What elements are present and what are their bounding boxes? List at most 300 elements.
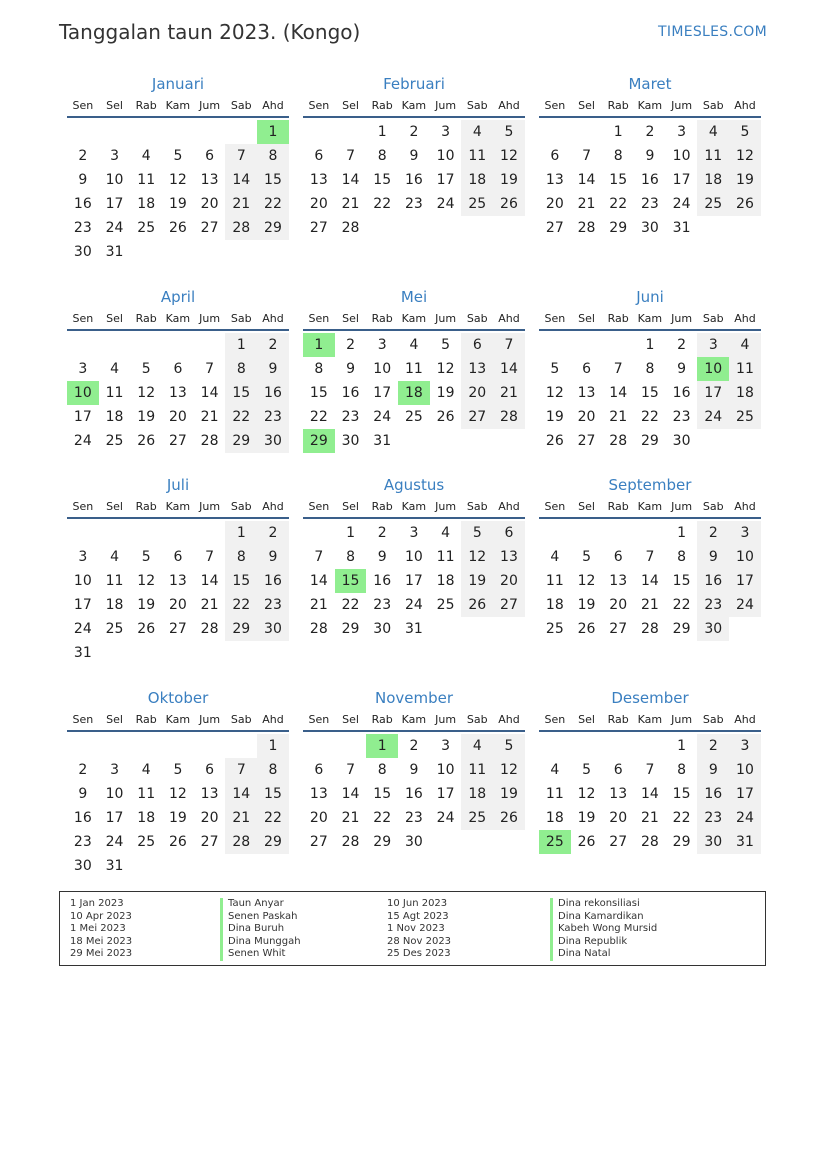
empty-cell <box>162 734 194 758</box>
weekday-label: Ahd <box>734 312 756 325</box>
day-cell: 19 <box>729 168 761 192</box>
legend-date: 10 Apr 2023 <box>70 910 132 922</box>
day-cell: 5 <box>441 337 451 353</box>
day-cell: 7 <box>346 148 355 164</box>
day-cell: 24 <box>729 806 761 830</box>
day-cell: 30 <box>257 429 289 453</box>
day-cell: 29 <box>373 834 392 850</box>
weekday-label: Sel <box>106 99 123 112</box>
weekday-label: Sen <box>308 99 330 112</box>
weekday-label: Ahd <box>734 500 756 513</box>
weekday-label: Kam <box>637 312 663 325</box>
weekday-label: Sab <box>702 713 724 726</box>
day-grid <box>67 333 289 453</box>
day-cell: 26 <box>137 433 156 449</box>
month-name: Desember <box>611 689 689 707</box>
legend-holiday-name: Dina rekonsiliasi <box>558 898 640 909</box>
holiday-day-cell: 10 <box>697 357 729 381</box>
day-grid <box>539 333 761 453</box>
legend-holiday-name: Dina Buruh <box>228 923 285 934</box>
day-cell: 22 <box>309 409 328 425</box>
empty-cell <box>130 120 162 144</box>
day-cell: 10 <box>729 758 761 782</box>
day-cell: 22 <box>609 196 628 212</box>
day-cell: 27 <box>577 433 596 449</box>
day-grid <box>303 521 525 641</box>
weekday-label: Sen <box>544 312 566 325</box>
weekday-label: Kam <box>401 713 427 726</box>
weekday-label: Rab <box>607 713 629 726</box>
day-cell: 4 <box>550 549 560 565</box>
weekday-header <box>67 497 289 519</box>
day-cell: 31 <box>729 830 761 854</box>
weekday-label: Ahd <box>734 99 756 112</box>
day-cell: 26 <box>461 593 493 617</box>
day-cell: 28 <box>577 220 596 236</box>
day-grid <box>67 734 289 878</box>
day-cell: 2 <box>78 762 88 778</box>
day-cell: 11 <box>461 144 493 168</box>
day-cell: 23 <box>373 597 392 613</box>
day-cell: 25 <box>461 806 493 830</box>
day-cell: 16 <box>697 569 729 593</box>
day-cell: 20 <box>493 569 525 593</box>
page-title: Tanggalan taun 2023. (Kongo) <box>59 20 361 44</box>
weekday-label: Sab <box>702 312 724 325</box>
holiday-day-cell: 10 <box>67 381 99 405</box>
empty-cell <box>162 521 194 545</box>
weekday-label: Sel <box>342 99 359 112</box>
day-cell: 30 <box>341 433 360 449</box>
weekday-label: Sab <box>230 713 252 726</box>
weekday-label: Jum <box>671 713 693 726</box>
weekday-label: Sel <box>342 713 359 726</box>
day-cell: 6 <box>613 549 623 565</box>
day-grid <box>539 120 761 240</box>
legend-date: 29 Mei 2023 <box>70 948 133 959</box>
month-name: November <box>374 689 454 707</box>
day-grid <box>303 333 525 453</box>
weekday-label: Kam <box>637 713 663 726</box>
empty-cell <box>303 120 335 144</box>
month-mei <box>303 285 525 453</box>
month-name: Oktober <box>147 689 209 707</box>
day-cell: 22 <box>225 405 257 429</box>
day-cell: 9 <box>78 786 88 802</box>
day-cell: 14 <box>309 573 328 589</box>
day-cell: 27 <box>309 834 328 850</box>
weekday-label: Sab <box>702 99 724 112</box>
day-cell: 30 <box>373 621 392 637</box>
empty-cell <box>99 521 131 545</box>
day-cell: 7 <box>346 762 355 778</box>
day-cell: 4 <box>141 148 151 164</box>
day-cell: 28 <box>225 216 257 240</box>
weekday-label: Jum <box>671 99 693 112</box>
day-cell: 12 <box>137 573 156 589</box>
day-cell: 26 <box>577 621 596 637</box>
weekday-label: Kam <box>165 312 191 325</box>
day-cell: 27 <box>200 834 219 850</box>
weekday-label: Sel <box>342 500 359 513</box>
day-cell: 30 <box>73 244 92 260</box>
day-cell: 9 <box>346 361 355 377</box>
day-cell: 22 <box>373 196 392 212</box>
day-cell: 1 <box>677 738 687 754</box>
day-cell: 18 <box>105 409 124 425</box>
site-link[interactable]: TIMESLES.COM <box>658 24 767 40</box>
day-cell: 28 <box>309 621 328 637</box>
day-cell: 9 <box>645 148 655 164</box>
day-cell: 3 <box>677 124 687 140</box>
month-april <box>67 285 289 453</box>
day-cell: 8 <box>257 758 289 782</box>
day-cell: 19 <box>577 810 596 826</box>
day-cell: 7 <box>645 549 655 565</box>
day-cell: 22 <box>672 597 691 613</box>
weekday-label: Sen <box>544 99 566 112</box>
day-cell: 26 <box>729 192 761 216</box>
day-cell: 14 <box>493 357 525 381</box>
day-cell: 14 <box>225 782 257 806</box>
day-cell: 20 <box>200 196 219 212</box>
day-cell: 11 <box>137 172 156 188</box>
empty-cell <box>162 333 194 357</box>
empty-cell <box>539 734 571 758</box>
weekday-label: Sel <box>106 312 123 325</box>
day-cell: 9 <box>697 758 729 782</box>
day-cell: 15 <box>309 385 328 401</box>
day-cell: 5 <box>173 148 183 164</box>
day-cell: 10 <box>404 549 423 565</box>
day-cell: 19 <box>436 385 455 401</box>
weekday-label: Sen <box>72 312 94 325</box>
day-cell: 30 <box>697 830 729 854</box>
day-cell: 3 <box>409 525 419 541</box>
day-cell: 7 <box>225 144 257 168</box>
weekday-label: Rab <box>371 500 393 513</box>
day-cell: 25 <box>461 192 493 216</box>
weekday-header <box>303 309 525 331</box>
day-cell: 24 <box>105 220 124 236</box>
day-cell: 31 <box>373 433 392 449</box>
day-cell: 3 <box>729 734 761 758</box>
weekday-label: Sab <box>230 312 252 325</box>
month-name: Mei <box>400 288 428 306</box>
day-cell: 11 <box>545 786 564 802</box>
day-cell: 6 <box>314 762 324 778</box>
weekday-label: Jum <box>435 713 457 726</box>
weekday-label: Ahd <box>262 99 284 112</box>
day-cell: 28 <box>200 433 219 449</box>
weekday-header <box>303 497 525 519</box>
day-cell: 24 <box>697 405 729 429</box>
day-cell: 13 <box>168 385 187 401</box>
day-cell: 6 <box>173 549 183 565</box>
day-cell: 21 <box>640 597 659 613</box>
day-cell: 10 <box>729 545 761 569</box>
day-cell: 7 <box>493 333 525 357</box>
day-cell: 16 <box>640 172 659 188</box>
day-cell: 26 <box>577 834 596 850</box>
day-cell: 7 <box>314 549 324 565</box>
weekday-header <box>539 497 761 519</box>
day-cell: 10 <box>73 573 92 589</box>
weekday-label: Sab <box>466 500 488 513</box>
day-cell: 17 <box>73 597 92 613</box>
day-cell: 16 <box>341 385 360 401</box>
day-cell: 8 <box>377 762 387 778</box>
day-cell: 3 <box>697 333 729 357</box>
day-cell: 20 <box>309 196 328 212</box>
empty-cell <box>539 333 571 357</box>
day-cell: 16 <box>672 385 691 401</box>
weekday-label: Sab <box>230 500 252 513</box>
legend-date: 25 Des 2023 <box>387 948 451 959</box>
day-cell: 19 <box>168 810 187 826</box>
day-cell: 27 <box>609 834 628 850</box>
day-cell: 12 <box>168 172 187 188</box>
day-grid <box>539 521 761 641</box>
month-oktober <box>67 686 289 878</box>
day-cell: 27 <box>200 220 219 236</box>
day-cell: 5 <box>141 361 151 377</box>
weekday-label: Jum <box>199 312 221 325</box>
day-cell: 13 <box>609 786 628 802</box>
empty-cell <box>335 734 367 758</box>
day-cell: 1 <box>225 333 257 357</box>
day-cell: 29 <box>257 216 289 240</box>
day-cell: 16 <box>697 782 729 806</box>
day-cell: 18 <box>461 168 493 192</box>
day-cell: 6 <box>493 521 525 545</box>
day-cell: 1 <box>645 337 655 353</box>
day-cell: 21 <box>309 597 328 613</box>
day-cell: 8 <box>377 148 387 164</box>
weekday-label: Sen <box>72 99 94 112</box>
day-cell: 3 <box>110 148 119 164</box>
weekday-label: Sel <box>106 713 123 726</box>
day-cell: 20 <box>609 810 628 826</box>
day-cell: 14 <box>200 573 219 589</box>
day-cell: 21 <box>200 409 219 425</box>
month-agustus <box>303 473 525 641</box>
day-cell: 17 <box>73 409 92 425</box>
day-cell: 14 <box>640 573 659 589</box>
day-cell: 10 <box>436 148 455 164</box>
weekday-label: Kam <box>165 500 191 513</box>
day-cell: 7 <box>645 762 655 778</box>
day-cell: 8 <box>677 762 687 778</box>
day-cell: 4 <box>729 333 761 357</box>
day-cell: 27 <box>309 220 328 236</box>
weekday-header <box>303 96 525 118</box>
day-cell: 7 <box>582 148 591 164</box>
day-cell: 15 <box>672 786 691 802</box>
day-cell: 31 <box>404 621 423 637</box>
day-cell: 12 <box>545 385 564 401</box>
day-cell: 17 <box>436 172 455 188</box>
empty-cell <box>602 734 634 758</box>
day-cell: 12 <box>577 573 596 589</box>
day-cell: 14 <box>341 172 360 188</box>
day-cell: 15 <box>257 782 289 806</box>
holiday-day-cell: 1 <box>303 333 335 357</box>
day-cell: 5 <box>461 521 493 545</box>
day-cell: 13 <box>309 786 328 802</box>
day-cell: 12 <box>461 545 493 569</box>
day-cell: 26 <box>493 192 525 216</box>
day-cell: 4 <box>110 361 119 377</box>
day-cell: 17 <box>697 381 729 405</box>
day-cell: 12 <box>729 144 761 168</box>
day-cell: 28 <box>341 220 360 236</box>
day-cell: 9 <box>409 762 419 778</box>
day-cell: 23 <box>341 409 360 425</box>
day-cell: 19 <box>493 782 525 806</box>
holiday-day-cell: 1 <box>257 120 289 144</box>
day-cell: 13 <box>545 172 564 188</box>
day-cell: 25 <box>729 405 761 429</box>
day-cell: 5 <box>493 734 525 758</box>
day-cell: 9 <box>377 549 387 565</box>
day-cell: 25 <box>137 834 156 850</box>
day-cell: 8 <box>225 357 257 381</box>
day-cell: 11 <box>461 758 493 782</box>
day-cell: 3 <box>78 361 88 377</box>
day-cell: 11 <box>436 549 455 565</box>
day-cell: 29 <box>640 433 659 449</box>
day-cell: 17 <box>373 385 392 401</box>
day-grid <box>67 120 289 264</box>
day-cell: 9 <box>257 357 289 381</box>
day-cell: 5 <box>493 120 525 144</box>
day-cell: 22 <box>225 593 257 617</box>
day-cell: 20 <box>577 409 596 425</box>
day-cell: 13 <box>200 786 219 802</box>
day-cell: 17 <box>436 786 455 802</box>
weekday-label: Rab <box>135 500 157 513</box>
legend-names-left <box>220 898 301 961</box>
day-cell: 23 <box>697 593 729 617</box>
day-cell: 17 <box>105 196 124 212</box>
day-cell: 20 <box>168 409 187 425</box>
day-cell: 17 <box>672 172 691 188</box>
day-cell: 21 <box>225 192 257 216</box>
day-cell: 24 <box>672 196 691 212</box>
day-cell: 30 <box>640 220 659 236</box>
weekday-label: Sen <box>308 312 330 325</box>
empty-cell <box>225 120 257 144</box>
day-cell: 18 <box>137 810 156 826</box>
weekday-label: Ahd <box>498 99 520 112</box>
day-cell: 22 <box>672 810 691 826</box>
day-cell: 27 <box>461 405 493 429</box>
day-cell: 2 <box>257 521 289 545</box>
day-cell: 28 <box>225 830 257 854</box>
empty-cell <box>162 120 194 144</box>
day-cell: 28 <box>493 405 525 429</box>
day-cell: 1 <box>346 525 355 541</box>
empty-cell <box>602 521 634 545</box>
legend-date: 18 Mei 2023 <box>70 935 133 947</box>
empty-cell <box>225 734 257 758</box>
day-cell: 2 <box>677 337 687 353</box>
day-cell: 25 <box>545 621 564 637</box>
day-cell: 15 <box>257 168 289 192</box>
day-cell: 2 <box>78 148 88 164</box>
weekday-label: Rab <box>371 713 393 726</box>
weekday-label: Sel <box>578 713 595 726</box>
day-cell: 25 <box>105 621 124 637</box>
day-cell: 18 <box>729 381 761 405</box>
legend-date: 1 Jan 2023 <box>70 898 124 909</box>
month-juni <box>539 285 761 453</box>
day-cell: 8 <box>613 148 623 164</box>
day-cell: 21 <box>341 810 360 826</box>
day-cell: 28 <box>640 834 659 850</box>
day-cell: 22 <box>257 806 289 830</box>
day-cell: 11 <box>404 361 423 377</box>
day-cell: 18 <box>137 196 156 212</box>
day-grid <box>303 734 525 854</box>
weekday-label: Jum <box>199 99 221 112</box>
day-cell: 12 <box>137 385 156 401</box>
month-name: Juli <box>166 476 190 494</box>
legend-dates-right <box>387 898 451 961</box>
weekday-label: Rab <box>135 312 157 325</box>
weekday-label: Ahd <box>734 713 756 726</box>
day-cell: 12 <box>577 786 596 802</box>
weekday-header <box>67 309 289 331</box>
day-cell: 1 <box>677 525 687 541</box>
day-cell: 20 <box>168 597 187 613</box>
day-grid <box>539 734 761 854</box>
day-cell: 15 <box>225 569 257 593</box>
empty-cell <box>194 521 226 545</box>
day-cell: 22 <box>640 409 659 425</box>
empty-cell <box>67 120 99 144</box>
month-name: September <box>608 476 692 494</box>
legend-holiday-name: Dina Natal <box>558 948 611 959</box>
legend-holiday-name: Dina Munggah <box>228 935 301 947</box>
weekday-label: Sen <box>308 500 330 513</box>
day-cell: 20 <box>609 597 628 613</box>
day-cell: 6 <box>205 148 215 164</box>
day-cell: 13 <box>309 172 328 188</box>
day-cell: 3 <box>441 738 451 754</box>
day-cell: 1 <box>257 734 289 758</box>
day-cell: 26 <box>436 409 455 425</box>
day-cell: 24 <box>436 196 455 212</box>
legend-holiday-name: Dina Republik <box>558 935 628 947</box>
day-cell: 23 <box>73 220 92 236</box>
empty-cell <box>634 734 666 758</box>
day-cell: 12 <box>168 786 187 802</box>
day-cell: 16 <box>73 196 92 212</box>
day-cell: 17 <box>404 573 423 589</box>
day-cell: 5 <box>582 762 591 778</box>
empty-cell <box>130 521 162 545</box>
day-cell: 8 <box>645 361 655 377</box>
day-cell: 19 <box>168 196 187 212</box>
day-cell: 4 <box>461 734 493 758</box>
empty-cell <box>67 521 99 545</box>
day-cell: 6 <box>205 762 215 778</box>
day-cell: 29 <box>225 617 257 641</box>
day-cell: 9 <box>257 545 289 569</box>
legend-holiday-name: Kabeh Wong Mursid <box>558 923 658 934</box>
